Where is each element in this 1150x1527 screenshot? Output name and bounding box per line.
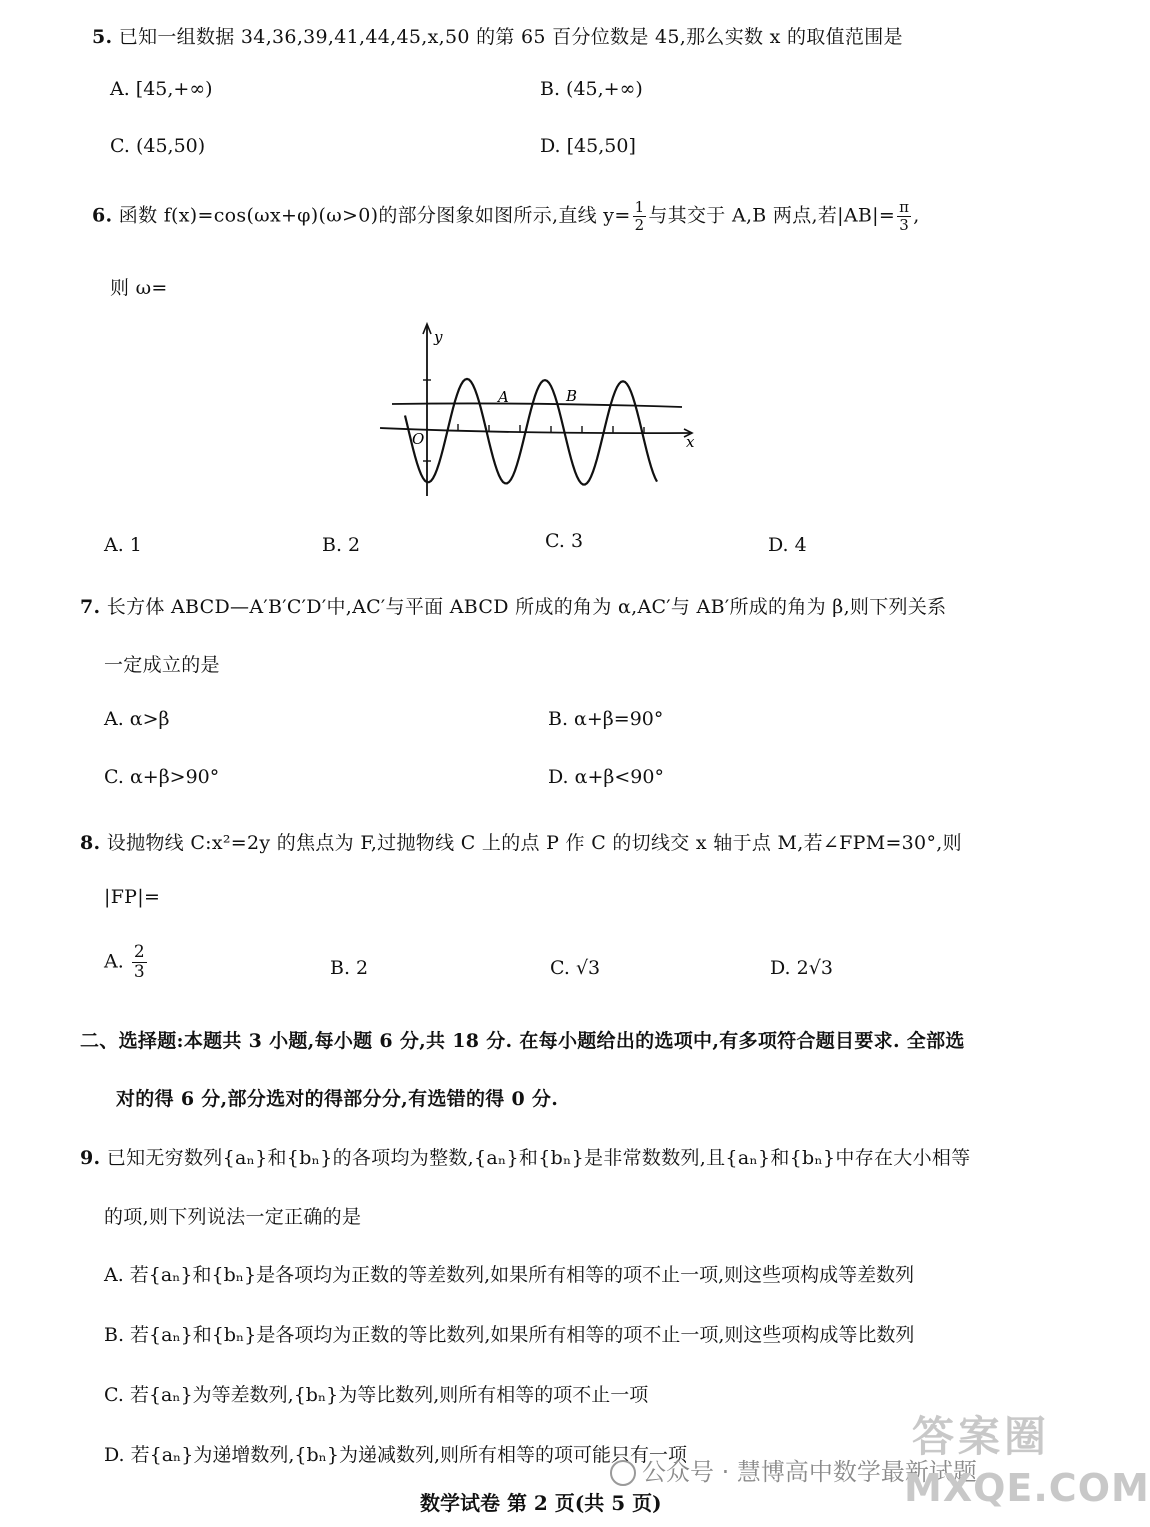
site-logo [900, 1398, 1150, 1520]
q9-number: 9. [80, 1147, 101, 1169]
q6-option-c: C. 3 [545, 530, 584, 552]
fraction-denominator: 2 [634, 216, 645, 234]
wechat-icon [610, 1460, 636, 1486]
origin-label: O [412, 430, 425, 448]
section2-heading-line2: 对的得 6 分,部分选对的得部分分,有选错的得 0 分. [116, 1088, 559, 1110]
q9-line2: 的项,则下列说法一定正确的是 [104, 1206, 362, 1228]
q9-option-b: B. 若{aₙ}和{bₙ}是各项均为正数的等比数列,如果所有相等的项不止一项,则这些项构成等比数列 [104, 1324, 915, 1346]
y-axis-label: y [434, 328, 443, 346]
q8-line1: 设抛物线 C:x²=2y 的焦点为 F,过抛物线 C 上的点 P 作 C 的切线交 x 轴于点 M,若∠FPM=30°,则 [106, 832, 962, 854]
q9-option-c: C. 若{aₙ}为等差数列,{bₙ}为等比数列,则所有相等的项不止一项 [104, 1384, 649, 1406]
q5-option-b: B. (45,+∞) [540, 78, 643, 100]
q8-option-a-fraction [132, 944, 147, 981]
section2-heading-line1: 二、选择题:本题共 3 小题,每小题 6 分,共 18 分. 在每小题给出的选项中,有多项符合题目要求. 全部选 [80, 1030, 965, 1052]
q6-stem [92, 200, 920, 233]
q8-option-d: D. 2√3 [770, 957, 833, 979]
q6-option-b: B. 2 [322, 534, 361, 556]
q9-stem [80, 1143, 971, 1170]
q6-option-d: D. 4 [768, 534, 807, 556]
q8-number: 8. [80, 832, 101, 854]
x-axis-label: x [686, 433, 695, 451]
q6-fraction-pi-third [897, 200, 911, 233]
q5-option-d: D. [45,50] [540, 135, 636, 157]
fraction-numerator: 1 [634, 198, 645, 216]
q6-line2: 则 ω= [110, 277, 168, 299]
q8-option-c: C. √3 [550, 957, 601, 979]
horizontal-line-y-half [392, 403, 682, 407]
q7-option-d: D. α+β<90° [548, 766, 664, 788]
q9-line1: 已知无穷数列{aₙ}和{bₙ}的各项均为整数,{aₙ}和{bₙ}是非常数数列,且{aₙ}和{bₙ}中存在大小相等 [106, 1147, 971, 1169]
page-footer: 数学试卷 第 2 页(共 5 页) [420, 1491, 662, 1515]
logo-line1: 答案圈 [912, 1412, 1051, 1461]
q5-option-a: A. [45,+∞) [110, 78, 213, 100]
q7-stem [80, 592, 946, 619]
q7-option-b: B. α+β=90° [548, 708, 664, 730]
fraction-numerator: π [899, 198, 910, 216]
fraction-denominator: 3 [899, 216, 910, 234]
q7-option-a: A. α>β [104, 708, 170, 730]
q8-option-a-prefix: A. [104, 950, 124, 973]
q7-line2: 一定成立的是 [104, 654, 220, 676]
q6-fraction-half [633, 200, 647, 233]
q6-option-a: A. 1 [104, 534, 142, 556]
q8-option-b: B. 2 [330, 957, 369, 979]
q8-stem [80, 828, 962, 855]
q6-text-middle: 与其交于 A,B 两点,若|AB|= [648, 204, 896, 227]
q5-stem [92, 22, 903, 49]
point-b-label: B [566, 387, 578, 405]
q8-option-a [104, 944, 149, 981]
q6-text-before: 函数 f(x)=cos(ωx+φ)(ω>0)的部分图象如图所示,直线 y= [118, 204, 631, 227]
q8-line2: |FP|= [104, 886, 161, 908]
q7-option-c: C. α+β>90° [104, 766, 220, 788]
q9-option-d: D. 若{aₙ}为递增数列,{bₙ}为递减数列,则所有相等的项可能只有一项 [104, 1444, 687, 1466]
q9-option-a: A. 若{aₙ}和{bₙ}是各项均为正数的等差数列,如果所有相等的项不止一项,则这些项构成等差数列 [104, 1264, 915, 1286]
q6-cosine-graph [370, 318, 710, 508]
q5-option-c: C. (45,50) [110, 135, 206, 157]
q5-number: 5. [92, 26, 113, 48]
q6-number: 6. [92, 204, 113, 227]
fraction-denominator: 3 [133, 962, 145, 982]
watermark-text: 公众号 · 慧博高中数学最新试题 [642, 1458, 977, 1486]
q7-number: 7. [80, 596, 101, 618]
q5-text: 已知一组数据 34,36,39,41,44,45,x,50 的第 65 百分位数是 45,那么实数 x 的取值范围是 [118, 26, 903, 48]
logo-line2: MXQE.COM [904, 1466, 1150, 1510]
fraction-numerator: 2 [133, 942, 145, 962]
q7-line1: 长方体 ABCD—A′B′C′D′中,AC′与平面 ABCD 所成的角为 α,AC′与 AB′所成的角为 β,则下列关系 [106, 596, 947, 618]
point-a-label: A [498, 388, 509, 406]
q6-text-after: , [913, 204, 920, 227]
